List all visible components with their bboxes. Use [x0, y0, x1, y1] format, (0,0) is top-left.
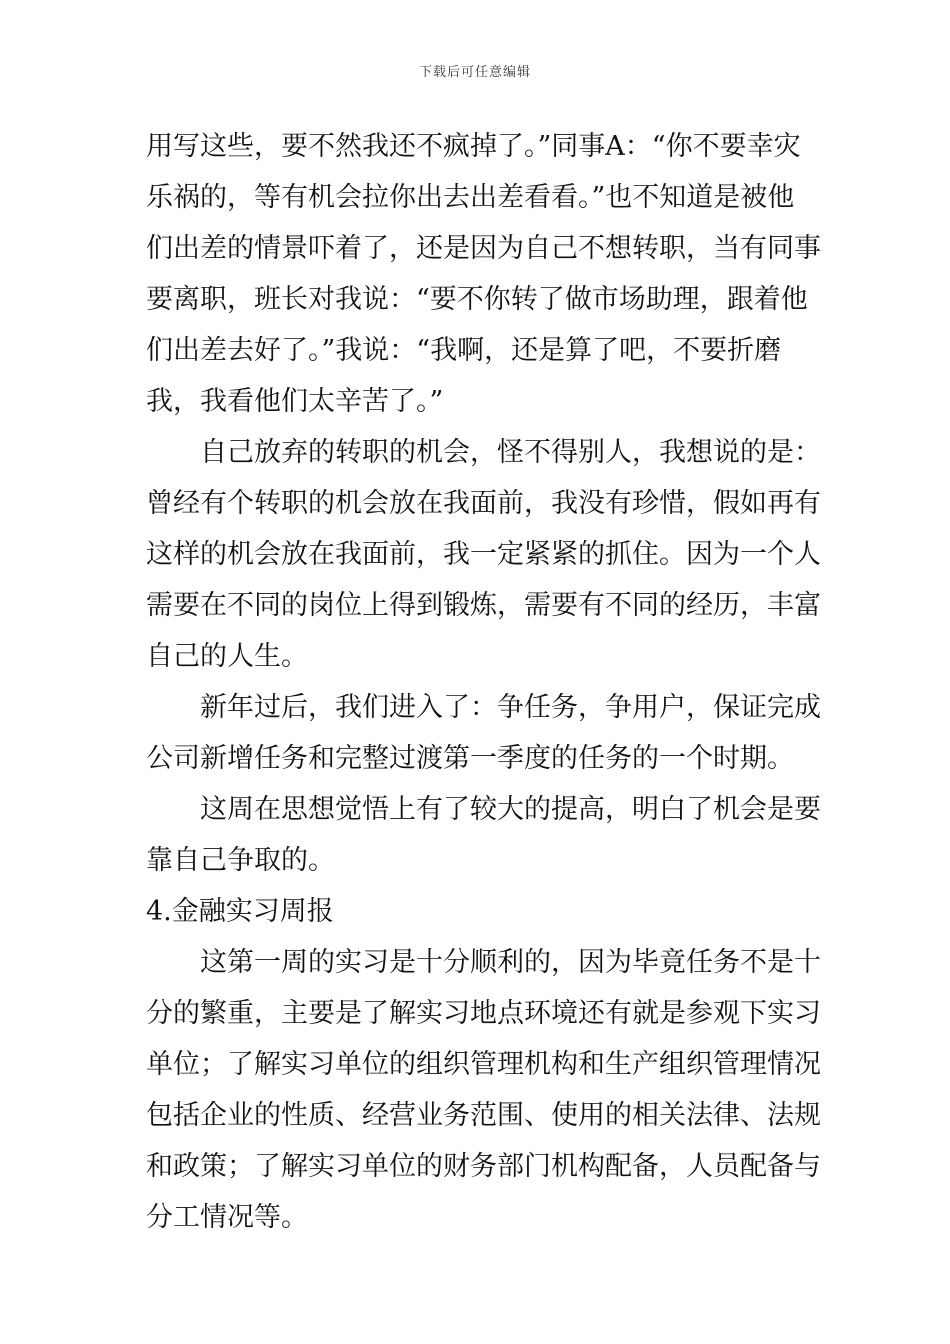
body-text-line: 自己的人生。 [146, 641, 308, 672]
body-text-line: 包括企业的性质、经营业务范围、使用的相关法律、法规 [146, 1100, 821, 1131]
body-text-line: 乐祸的，等有机会拉你出去出差看看。”也不知道是被他 [146, 182, 795, 213]
body-text-line: 靠自己争取的。 [146, 845, 335, 876]
paragraph-first-line: 这第一周的实习是十分顺利的，因为毕竟任务不是十 [200, 947, 821, 978]
body-text-line: 需要在不同的岗位上得到锻炼，需要有不同的经历，丰富 [146, 590, 821, 621]
section-heading: 4.金融实习周报 [146, 896, 334, 927]
body-text-line: 公司新增任务和完整过渡第一季度的任务的一个时期。 [146, 743, 794, 774]
body-text-line: 们出差的情景吓着了，还是因为自己不想转职，当有同事 [146, 233, 821, 264]
body-text-line: 要离职，班长对我说：“要不你转了做市场助理，跟着他 [146, 284, 808, 315]
paragraph-first-line: 这周在思想觉悟上有了较大的提高，明白了机会是要 [200, 794, 821, 825]
body-text-line: 曾经有个转职的机会放在我面前，我没有珍惜，假如再有 [146, 488, 821, 519]
body-text-line: 分工情况等。 [146, 1202, 308, 1233]
body-text-line: 单位；了解实习单位的组织管理机构和生产组织管理情况 [146, 1049, 821, 1080]
body-text-line: 们出差去好了。”我说：“我啊，还是算了吧，不要折磨 [146, 335, 782, 366]
paragraph-first-line: 新年过后，我们进入了：争任务，争用户，保证完成 [200, 692, 821, 723]
body-text-line: 这样的机会放在我面前，我一定紧紧的抓住。因为一个人 [146, 539, 821, 570]
body-text-line: 用写这些，要不然我还不疯掉了。”同事A：“你不要幸灾 [146, 131, 801, 162]
body-text-line: 我，我看他们太辛苦了。” [146, 386, 444, 417]
page-header-note: 下载后可任意编辑 [418, 65, 531, 80]
paragraph-first-line: 自己放弃的转职的机会，怪不得别人，我想说的是： [200, 437, 821, 468]
body-text-line: 分的繁重，主要是了解实习地点环境还有就是参观下实习 [146, 998, 821, 1029]
body-text-line: 和政策；了解实习单位的财务部门机构配备，人员配备与 [146, 1151, 821, 1182]
